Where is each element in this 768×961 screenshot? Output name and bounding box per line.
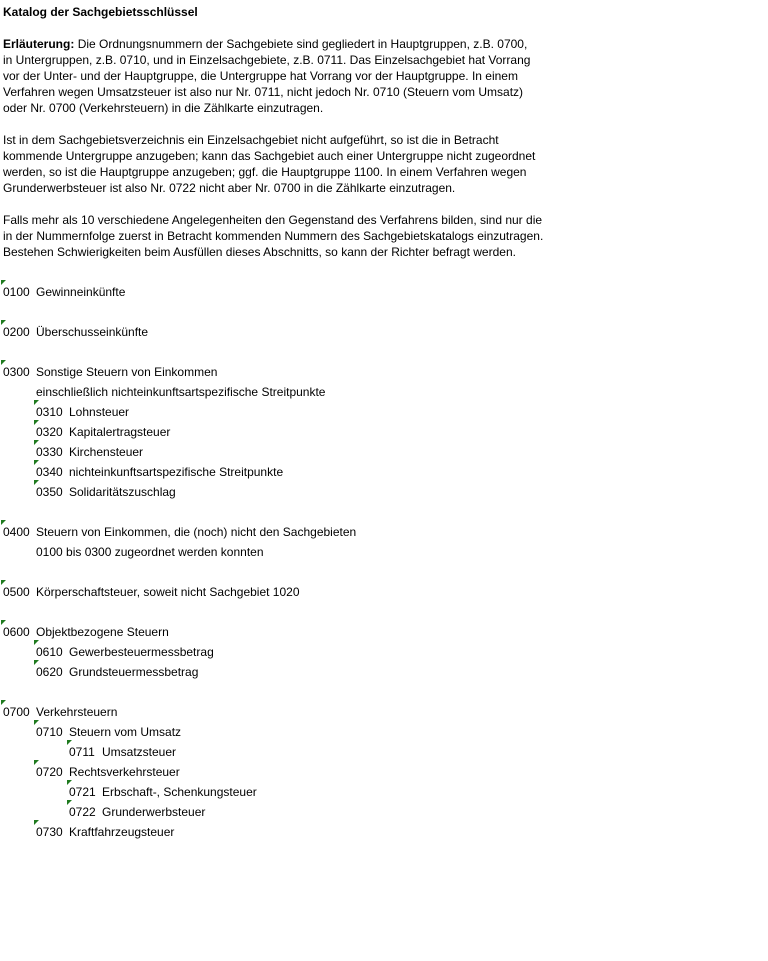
entry-name: Grunderwerbsteuer [102,805,206,819]
explanation-line: Grunderwerbsteuer ist also Nr. 0722 nicht aber Nr. 0700 in die Zählkarte einzutragen. [3,181,456,195]
page-title: Katalog der Sachgebietsschlüssel [3,5,198,19]
entry-code: 0721 [69,785,96,799]
entry-code: 0350 [36,485,63,499]
entry-code: 0340 [36,465,63,479]
entry-name: Steuern von Einkommen, die (noch) nicht den Sachgebieten [36,525,357,539]
explanation-line: in Untergruppen, z.B. 0710, und in Einzelsachgebiete, z.B. 0711. Das Einzelsachgebiet hat Vorrang [3,53,531,67]
entry-name: Gewerbesteuermessbetrag [69,645,214,659]
entry-name: nichteinkunftsartspezifische Streitpunkte [69,465,284,479]
entry-code: 0310 [36,405,63,419]
entry-code: 0730 [36,825,63,839]
entry-code: 0710 [36,725,63,739]
explanation-line: Erläuterung: Die Ordnungsnummern der Sachgebiete sind gegliedert in Hauptgruppen, z.B. 0700, [3,37,528,51]
explanation-label: Erläuterung: [3,37,75,51]
entry-code: 0500 [3,585,30,599]
explanation-line: Verfahren wegen Umsatzsteuer ist also nur Nr. 0711, nicht jedoch Nr. 0710 (Steuern vom Umsatz) [3,85,524,99]
entry-name: Verkehrsteuern [36,705,118,719]
entry-name: Überschusseinkünfte [36,325,149,339]
entry-code: 0320 [36,425,63,439]
entry-code: 0722 [69,805,96,819]
explanation-line: in der Nummernfolge zuerst in Betracht kommenden Nummern des Sachgebietskatalogs einzutragen. [3,229,544,243]
explanation-paragraph-2 [3,132,603,196]
entry-code: 0330 [36,445,63,459]
explanation-paragraph-3 [3,212,603,260]
entry-code: 0620 [36,665,63,679]
explanation-line: Ist in dem Sachgebietsverzeichnis ein Einzelsachgebiet nicht aufgeführt, so ist die in Betracht [3,133,499,147]
explanation-line: kommende Untergruppe anzugeben; kann das Sachgebiet auch einer Untergruppe nicht zugeordnet [3,149,536,163]
entry-name: Solidaritätszuschlag [69,485,176,499]
entry-name: Kapitalertragsteuer [69,425,171,439]
entry-note: 0100 bis 0300 zugeordnet werden konnten [36,545,264,559]
explanation-line: vor der Unter- und der Hauptgruppe, die Untergruppe hat Vorrang vor der Hauptgruppe. In einem [3,69,518,83]
explanation-line: werden, so ist die Hauptgruppe anzugeben; ggf. die Hauptgruppe 1100. In einem Verfahren wegen [3,165,527,179]
explanation-line: oder Nr. 0700 (Verkehrsteuern) in die Zählkarte einzutragen. [3,101,324,115]
explanation-line: Falls mehr als 10 verschiedene Angelegenheiten den Gegenstand des Verfahrens bilden, sind nur die [3,213,543,227]
explanation-paragraph-1 [3,36,603,116]
entry-name: Gewinneinkünfte [36,285,126,299]
entry-name: Objektbezogene Steuern [36,625,169,639]
entry-name: Steuern vom Umsatz [69,725,182,739]
entry-name: Körperschaftsteuer, soweit nicht Sachgebiet 1020 [36,585,300,599]
entry-note: einschließlich nichteinkunftsartspezifische Streitpunkte [36,385,326,399]
entry-name: Kirchensteuer [69,445,144,459]
entry-code: 0720 [36,765,63,779]
entry-name: Lohnsteuer [69,405,130,419]
entry-name: Kraftfahrzeugsteuer [69,825,175,839]
entry-code: 0700 [3,705,30,719]
entry-name: Rechtsverkehrsteuer [69,765,180,779]
entry-name: Sonstige Steuern von Einkommen [36,365,218,379]
entry-code: 0711 [69,745,95,759]
entry-code: 0610 [36,645,63,659]
entry-name: Erbschaft-, Schenkungsteuer [102,785,257,799]
entry-name: Grundsteuermessbetrag [69,665,199,679]
entry-name: Umsatzsteuer [102,745,177,759]
entry-code: 0100 [3,285,30,299]
entry-code: 0200 [3,325,30,339]
entry-code: 0600 [3,625,30,639]
explanation-line: Bestehen Schwierigkeiten beim Ausfüllen dieses Abschnitts, so kann der Richter befragt werden. [3,245,516,259]
entry-code: 0400 [3,525,30,539]
entry-code: 0300 [3,365,30,379]
